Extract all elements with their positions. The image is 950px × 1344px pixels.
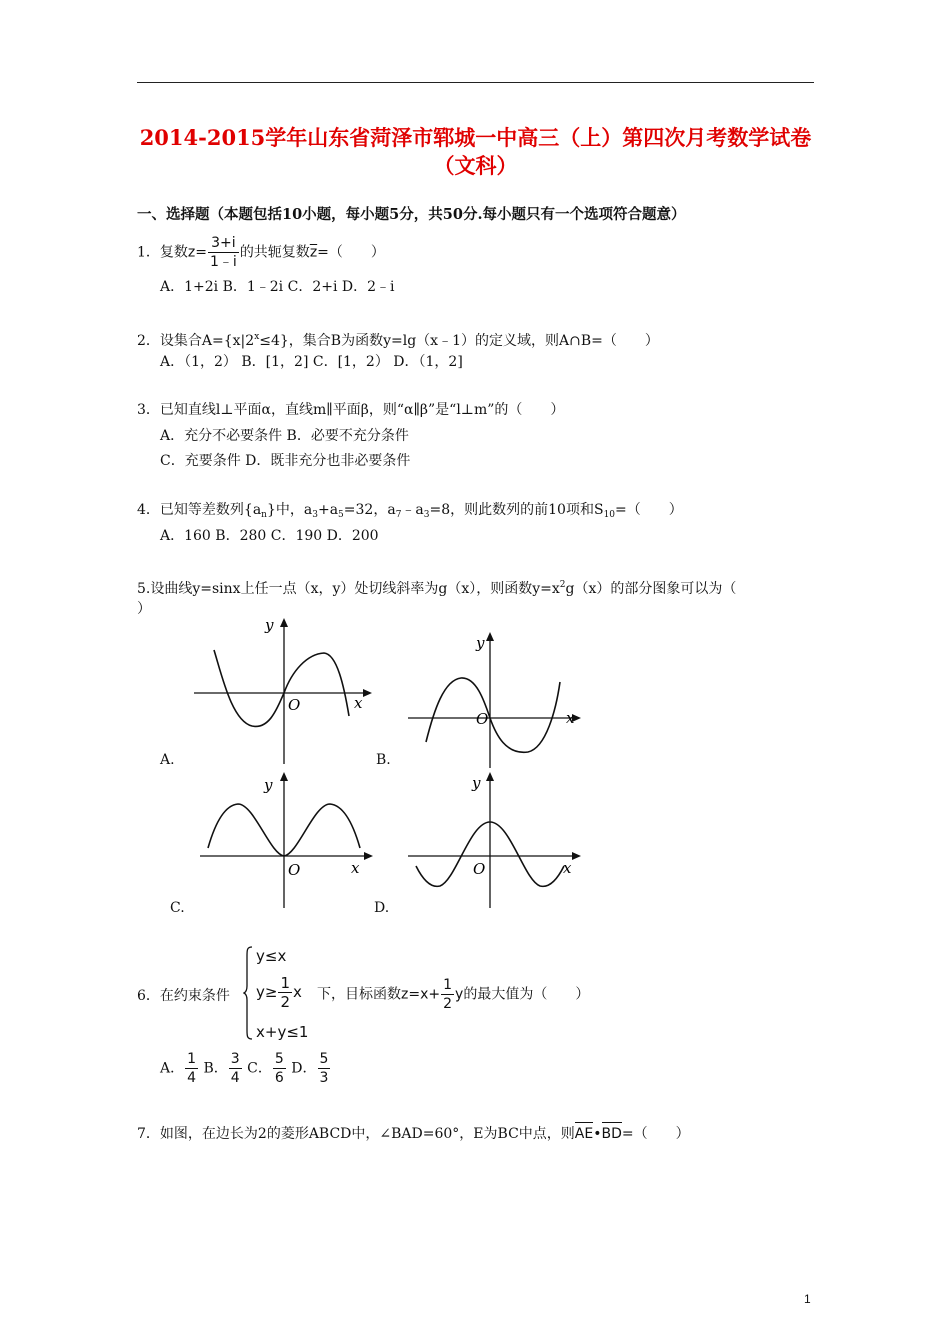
q6-suffix: 的最大值为（ ）: [463, 986, 590, 1003]
graph-d-label: D.: [374, 900, 390, 916]
question-1: [137, 234, 385, 271]
graph-a-x-label: x: [354, 694, 363, 712]
page-number: 1: [804, 1292, 811, 1306]
q6-c2-frac: [278, 974, 292, 1011]
graph-d-origin: O: [473, 860, 486, 878]
q4-stem-e: ﹣a: [401, 502, 424, 518]
graph-c-y-arrow: [280, 772, 288, 781]
q1-denominator: 1﹣i: [210, 254, 237, 270]
q2-stem-a: 2．设集合A={x|2: [137, 333, 255, 349]
q6-obj-b: y: [455, 986, 464, 1003]
q6-a-num: 1: [187, 1051, 197, 1067]
q6-obj-den: 2: [443, 996, 453, 1012]
q6-b-num: 3: [230, 1051, 240, 1067]
graph-a-curve: [214, 650, 349, 726]
q4-sub-10: 10: [603, 510, 616, 520]
q6-a-den: 4: [187, 1070, 197, 1086]
q6-d-frac: [318, 1050, 331, 1087]
q6-prefix: 6．在约束条件: [137, 988, 230, 1004]
q4-stem-f: =8，则此数列的前10项和S: [429, 502, 604, 518]
graph-d-y-arrow: [486, 772, 494, 781]
q6-constraint-1: y≤x: [256, 947, 287, 965]
q6-obj-num: 1: [443, 977, 453, 993]
q4-stem-g: =（ ）: [615, 502, 683, 518]
q4-sub-7: 7: [395, 510, 402, 520]
q7-dot: •: [593, 1126, 602, 1142]
graph-a-y-arrow: [280, 618, 288, 627]
q6-opt-a: A．: [160, 1060, 185, 1077]
graph-d: [406, 770, 582, 910]
graph-c-x-arrow: [364, 852, 373, 860]
exam-title-line2: （文科）: [433, 153, 518, 178]
q4-stem-d: =32，a: [343, 502, 396, 518]
q6-obj-frac: [441, 976, 454, 1013]
q7-vector-ae: AE: [574, 1126, 594, 1142]
q6-c-den: 6: [274, 1070, 284, 1086]
question-5: [137, 575, 736, 599]
q2-sup: x: [254, 332, 260, 342]
graph-a-x-arrow: [363, 689, 372, 697]
q6-c-frac: [273, 1050, 286, 1087]
q3-options-1: A．充分不必要条件 B．必要不充分条件: [160, 428, 409, 444]
q1-mid: 的共轭复数: [239, 244, 310, 261]
graph-b-y-arrow: [486, 632, 494, 641]
graph-c-y-label: y: [264, 776, 273, 794]
q4-stem-b: }中，a: [266, 502, 313, 518]
graph-b-x-label: x: [566, 709, 575, 727]
q1-numerator: 3+i: [208, 234, 239, 253]
q6-c-num: 5: [274, 1051, 284, 1067]
q1-options: A．1+2i B．1﹣2i C．2+i D．2﹣i: [160, 279, 395, 295]
q6-mid: 下，目标函数: [317, 986, 401, 1003]
q6-constraint-3: x+y≤1: [256, 1023, 309, 1041]
q6-obj-a: z=x+: [401, 986, 441, 1003]
q5-stem-b: g（x）的部分图象可以为（: [565, 581, 737, 597]
q3-options-2: C．充要条件 D．既非充分也非必要条件: [160, 453, 411, 469]
graph-c-label: C.: [170, 900, 185, 916]
q1-prefix: 1．复数: [137, 244, 188, 261]
question-2: [137, 327, 659, 351]
q1-suffix: =（ ）: [317, 244, 385, 261]
q4-sub-3: 3: [312, 510, 318, 520]
q5-stem-cont: ）: [137, 601, 151, 617]
q4-sub-5: 5: [338, 510, 344, 520]
graph-a-origin: O: [288, 696, 301, 714]
q6-opt-b: B．: [203, 1060, 228, 1077]
graph-b-y-label: y: [476, 634, 485, 652]
q6-c2-a: y≥: [256, 983, 278, 1001]
question-3: 3．已知直线l⊥平面α，直线m∥平面β，则“α∥β”是“l⊥m”的（ ）: [137, 402, 565, 418]
question-4: [137, 500, 683, 525]
q6-c2-num: 1: [280, 974, 290, 992]
q6-c2-b: x: [293, 983, 302, 1001]
q6-c2-den: 2: [280, 993, 290, 1011]
graph-d-y-label: y: [472, 774, 481, 792]
q6-constraint-2: [256, 974, 302, 1011]
graph-a-y-label: y: [265, 616, 274, 634]
q6-b-den: 4: [230, 1070, 240, 1086]
q4-stem-a: 4．已知等差数列{a: [137, 502, 262, 518]
q2-options: A．（1，2） B．[1，2] C．[1，2） D．（1，2]: [160, 354, 463, 370]
q6-d-num: 5: [319, 1051, 329, 1067]
q4-stem-c: +a: [317, 502, 339, 518]
question-7: [137, 1124, 690, 1144]
q6-brace: [243, 946, 253, 1040]
graph-b: [406, 630, 582, 770]
q6-opt-c: C．: [247, 1060, 272, 1077]
q6-stem: [317, 976, 589, 1013]
section-heading: 一、选择题（本题包括10小题，每小题5分，共50分.每小题只有一个选项符合题意）: [137, 206, 686, 223]
graph-b-label: B.: [376, 752, 391, 768]
exam-title-line1: 2014-2015学年山东省菏泽市郓城一中高三（上）第四次月考数学试卷: [139, 125, 812, 150]
q1-z-eq: z=: [187, 244, 208, 261]
graph-d-x-arrow: [572, 852, 581, 860]
graph-a-label: A.: [160, 752, 175, 768]
graph-b-curve: [426, 678, 560, 752]
q4-options: A．160 B．280 C．190 D．200: [160, 528, 379, 544]
q4-sub-3b: 3: [423, 510, 430, 520]
q5-sup: 2: [559, 580, 566, 590]
q2-stem-b: ≤4}，集合B为函数y=lg（x﹣1）的定义域，则A∩B=（ ）: [259, 333, 659, 349]
q6-options: [160, 1050, 331, 1087]
q6-d-den: 3: [319, 1070, 329, 1086]
q4-sub-n: n: [261, 510, 267, 520]
q6-b-frac: [229, 1050, 242, 1087]
graph-b-origin: O: [476, 710, 489, 728]
q7-vector-bd: BD: [601, 1126, 622, 1142]
q5-stem-a: 5.设曲线y=sinx上任一点（x，y）处切线斜率为g（x），则函数y=x: [137, 581, 560, 597]
graph-c-x-label: x: [351, 859, 360, 877]
graph-d-x-label: x: [563, 859, 572, 877]
q7-stem: 7．如图，在边长为2的菱形ABCD中，∠BAD=60°，E为BC中点，则: [137, 1126, 575, 1142]
graph-a: [192, 616, 372, 766]
graph-c-origin: O: [288, 861, 301, 879]
header-rule: [137, 82, 814, 83]
q6-opt-d: D．: [291, 1060, 317, 1077]
q7-suffix: =（ ）: [621, 1126, 690, 1142]
q1-zbar: $\overline{z}$: [309, 244, 318, 261]
graph-c: [198, 770, 374, 910]
q1-fraction: [208, 234, 239, 271]
q6-a-frac: [185, 1050, 198, 1087]
exam-title: [137, 124, 814, 180]
